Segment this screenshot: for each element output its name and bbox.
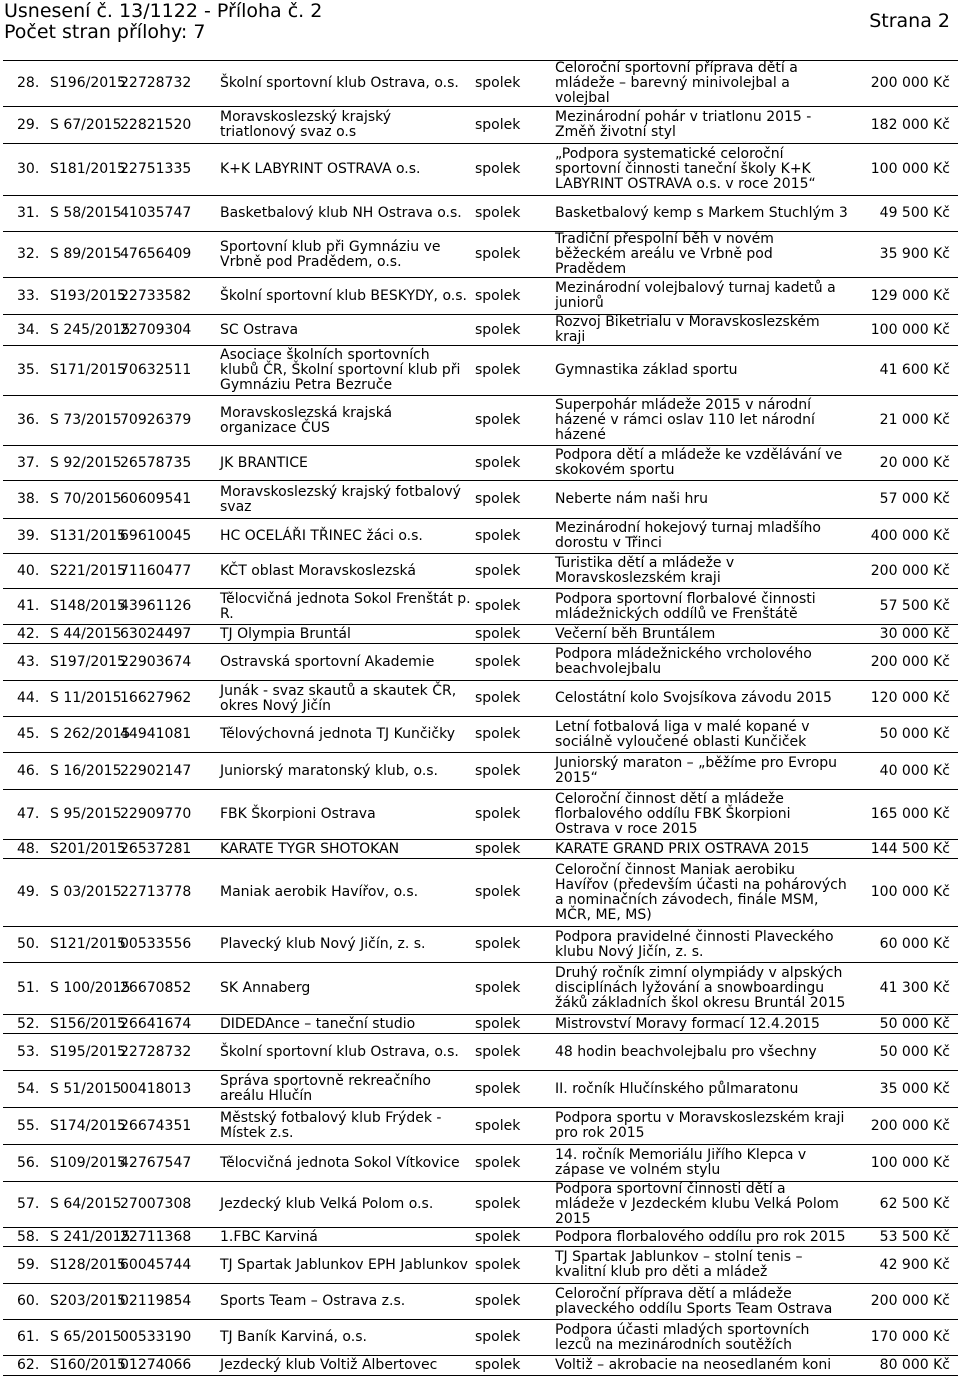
reference-number: S 245/2015 [50,321,131,338]
row-number: 62. [17,1357,40,1373]
registration-id: 00533556 [120,936,192,952]
applicant-name: Sportovní klub při Gymnáziu ve Vrbně pod Pradědem, o.s. [220,238,441,270]
table-row [3,1108,958,1145]
applicant-name: Asociace školních sportovních klubů ČR, Školní sportovní klub při Gymnáziu Petra Bezruče [220,347,461,393]
applicant-name: 1.FBC Karviná [220,1228,318,1245]
legal-form: spolek [475,1043,521,1060]
row-number: 32. [17,246,40,262]
grant-amount: 35 900 Kč [879,246,950,262]
reference-number: S 67/2015 [50,116,122,133]
row-number: 31. [17,205,40,221]
legal-form: spolek [475,161,521,177]
grant-amount: 21 000 Kč [879,412,950,428]
reference-number: S196/2015 [50,75,126,91]
grant-purpose: Turistika dětí a mládeže v Moravskoslezském kraji [555,555,735,586]
registration-id: 27007308 [120,1196,192,1212]
table-row [3,1356,958,1376]
registration-id: 43961126 [120,598,192,614]
applicant-name: Moravskoslezský krajský triatlonový svaz o.s [220,109,392,140]
grant-purpose: Podpora sportovní florbalové činnosti mládežnických oddílů ve Frenštátě [555,590,816,622]
legal-form: spolek [475,653,521,670]
legal-form: spolek [475,1080,521,1097]
legal-form: spolek [475,1015,521,1032]
reference-number: S 44/2015 [50,625,122,642]
grant-purpose: Podpora florbalového oddílu pro rok 2015 [555,1228,846,1245]
applicant-name: Jezdecký klub Voltiž Albertovec [220,1357,438,1373]
registration-id: 16627962 [120,690,192,706]
row-number: 41. [17,598,40,614]
registration-id: 26674351 [120,1117,192,1134]
registration-id: 60609541 [120,491,192,507]
applicant-name: Tělocvičná jednota Sokol Vítkovice [220,1154,460,1171]
row-number: 51. [17,980,40,996]
legal-form: spolek [475,362,521,378]
grant-amount: 41 600 Kč [879,362,950,378]
table-row [3,346,958,396]
registration-id: 60045744 [120,1256,192,1273]
table-row [3,1247,958,1284]
table-row [3,61,958,107]
reference-number: S 51/2015 [50,1080,122,1097]
table-row [3,1228,958,1247]
table-row [3,681,958,717]
registration-id: 22728732 [120,75,192,91]
applicant-name: Školní sportovní klub BESKYDY, o.s. [220,287,467,304]
row-number: 43. [17,653,40,670]
table-row [3,107,958,144]
registration-id: 42767547 [120,1154,192,1171]
row-number: 56. [17,1154,40,1171]
row-number: 58. [17,1228,40,1245]
applicant-name: Školní sportovní klub Ostrava, o.s. [220,75,459,91]
table-row [3,859,958,927]
registration-id: 70926379 [120,412,192,428]
registration-id: 70632511 [120,362,192,378]
grant-purpose: KARATE GRAND PRIX OSTRAVA 2015 [555,840,810,857]
grant-amount: 60 000 Kč [879,936,950,952]
applicant-name: JK BRANTICE [220,454,308,471]
table-row [3,1320,958,1356]
registration-id: 22902147 [120,762,192,779]
reference-number: S131/2015 [50,527,126,544]
legal-form: spolek [475,287,521,304]
applicant-name: Správa sportovně rekreačního areálu Hlučín [220,1073,431,1104]
reference-number: S 16/2015 [50,762,122,779]
reference-number: S160/2015 [50,1357,126,1373]
row-number: 49. [17,884,40,900]
registration-id: 26578735 [120,454,192,471]
registration-id: 22711368 [120,1228,192,1245]
row-number: 50. [17,936,40,952]
table-row [3,1182,958,1228]
legal-form: spolek [475,762,521,779]
registration-id: 26537281 [120,840,192,857]
reference-number: S 241/2015 [50,1228,131,1245]
reference-number: S 95/2015 [50,806,122,822]
grant-purpose: Druhý ročník zimní olympiády v alpských disciplínách lyžování a snowboardingu žáků základních škol okresu Bruntál 2015 [555,965,846,1011]
table-row [3,927,958,963]
table-row [3,644,958,681]
reference-number: S 58/2015 [50,205,122,221]
table-row [3,232,958,278]
reference-number: S203/2015 [50,1293,126,1309]
grant-amount: 400 000 Kč [870,527,950,544]
row-number: 29. [17,116,40,133]
grant-amount: 35 000 Kč [879,1080,950,1097]
table-row [3,963,958,1015]
grant-amount: 41 300 Kč [879,980,950,996]
registration-id: 02119854 [120,1293,192,1309]
registration-id: 63024497 [120,625,192,642]
reference-number: S 64/2015 [50,1196,122,1212]
applicant-name: Basketbalový klub NH Ostrava o.s. [220,205,462,221]
applicant-name: TJ Spartak Jablunkov EPH Jablunkov [220,1256,468,1273]
reference-number: S171/2015 [50,362,126,378]
table-row [3,315,958,346]
applicant-name: Městský fotbalový klub Frýdek - Místek z.s. [220,1110,442,1141]
legal-form: spolek [475,936,521,952]
table-row [3,1071,958,1108]
grant-purpose: Mezinárodní volejbalový turnaj kadetů a juniorů [555,280,836,311]
applicant-name: Školní sportovní klub Ostrava, o.s. [220,1043,459,1060]
row-number: 44. [17,690,40,706]
reference-number: S128/2015 [50,1256,126,1273]
legal-form: spolek [475,562,521,579]
reference-number: S 262/2015 [50,726,131,742]
grant-amount: 50 000 Kč [879,1043,950,1060]
legal-form: spolek [475,726,521,742]
row-number: 48. [17,840,40,857]
legal-form: spolek [475,598,521,614]
legal-form: spolek [475,321,521,338]
grant-amount: 120 000 Kč [870,690,950,706]
legal-form: spolek [475,1154,521,1171]
grant-purpose: Letní fotbalová liga v malé kopané v sociálně vyloučené oblasti Kunčiček [555,718,810,750]
row-number: 33. [17,287,40,304]
legal-form: spolek [475,806,521,822]
reference-number: S 65/2015 [50,1329,122,1345]
legal-form: spolek [475,205,521,221]
legal-form: spolek [475,246,521,262]
reference-number: S156/2015 [50,1015,126,1032]
legal-form: spolek [475,1196,521,1212]
applicant-name: TJ Baník Karviná, o.s. [220,1329,367,1345]
applicant-name: SC Ostrava [220,321,299,338]
row-number: 60. [17,1293,40,1309]
registration-id: 01274066 [120,1357,192,1373]
reference-number: S 03/2015 [50,884,122,900]
registration-id: 47656409 [120,246,192,262]
applicant-name: Moravskoslezský krajský fotbalový svaz [220,483,461,515]
grant-purpose: Podpora sportu v Moravskoslezském kraji pro rok 2015 [555,1110,845,1141]
applicant-name: Jezdecký klub Velká Polom o.s. [220,1196,434,1212]
applicant-name: KARATE TYGR SHOTOKAN [220,840,400,857]
grant-purpose: II. ročník Hlučínského půlmaratonu [555,1080,799,1097]
table-row [3,1145,958,1182]
grant-amount: 100 000 Kč [870,321,950,338]
row-number: 35. [17,362,40,378]
applicant-name: Juniorský maratonský klub, o.s. [220,762,439,779]
legal-form: spolek [475,980,521,996]
applicant-name: TJ Olympia Bruntál [220,625,351,642]
grant-purpose: Rozvoj Biketrialu v Moravskoslezském kraji [555,314,820,345]
legal-form: spolek [475,625,521,642]
grant-amount: 170 000 Kč [870,1329,950,1345]
row-number: 54. [17,1080,40,1097]
grant-purpose: „Podpora systematické celoroční sportovní činnosti taneční školy K+K LABYRINT OSTRAVA o.s. v roce 2015“ [555,146,816,192]
registration-id: 71160477 [120,562,192,579]
row-number: 55. [17,1117,40,1134]
legal-form: spolek [475,412,521,428]
table-row [3,1015,958,1034]
grant-amount: 100 000 Kč [870,161,950,177]
reference-number: S195/2015 [50,1043,126,1060]
grant-amount: 200 000 Kč [870,1293,950,1309]
legal-form: spolek [475,1117,521,1134]
table-row [3,753,958,790]
registration-id: 41035747 [120,205,192,221]
grant-purpose: Celoroční sportovní příprava dětí a mládeže – barevný minivolejbal a volejbal [555,60,798,106]
legal-form: spolek [475,116,521,133]
grant-amount: 200 000 Kč [870,562,950,579]
grant-purpose: Celoroční činnost dětí a mládeže florbalového oddílu FBK Škorpioni Ostrava v roce 2015 [555,791,791,837]
grant-amount: 100 000 Kč [870,884,950,900]
registration-id: 22728732 [120,1043,192,1060]
legal-form: spolek [475,491,521,507]
grant-amount: 42 900 Kč [879,1256,950,1273]
registration-id: 22821520 [120,116,192,133]
row-number: 53. [17,1043,40,1060]
reference-number: S109/2015 [50,1154,126,1171]
row-number: 38. [17,491,40,507]
registration-id: 22709304 [120,321,192,338]
grant-amount: 200 000 Kč [870,1117,950,1134]
grant-purpose: Mistrovství Moravy formací 12.4.2015 [555,1015,820,1032]
applicant-name: Ostravská sportovní Akademie [220,653,435,670]
grant-purpose: Podpora sportovní činnosti dětí a mládeže v Jezdeckém klubu Velká Polom 2015 [555,1181,839,1227]
legal-form: spolek [475,1329,521,1345]
reference-number: S221/2015 [50,562,126,579]
applicant-name: Maniak aerobik Havířov, o.s. [220,884,419,900]
reference-number: S 11/2015 [50,690,122,706]
grant-purpose: Podpora dětí a mládeže ke vzdělávání ve skokovém sportu [555,447,843,478]
grant-purpose: 14. ročník Memoriálu Jiřího Klepca v zápase ve volném stylu [555,1147,807,1178]
row-number: 59. [17,1256,40,1273]
legal-form: spolek [475,527,521,544]
row-number: 45. [17,726,40,742]
registration-id: 22903674 [120,653,192,670]
table-row [3,396,958,446]
row-number: 42. [17,625,40,642]
grant-amount: 100 000 Kč [870,1154,950,1171]
grant-amount: 57 000 Kč [879,491,950,507]
grant-amount: 20 000 Kč [879,454,950,471]
reference-number: S148/2015 [50,598,126,614]
reference-number: S193/2015 [50,287,126,304]
row-number: 57. [17,1196,40,1212]
table-row [3,1284,958,1320]
table-row [3,278,958,315]
legal-form: spolek [475,1357,521,1373]
legal-form: spolek [475,884,521,900]
row-number: 37. [17,454,40,471]
registration-id: 00418013 [120,1080,192,1097]
grant-purpose: TJ Spartak Jablunkov – stolní tenis – kvalitní klub pro děti a mládež [555,1249,803,1280]
registration-id: 44941081 [120,726,192,742]
row-number: 46. [17,762,40,779]
legal-form: spolek [475,1256,521,1273]
table-row [3,840,958,859]
grant-amount: 53 500 Kč [879,1228,950,1245]
grant-purpose: Basketbalový kemp s Markem Stuchlým 3 [555,205,848,221]
grant-amount: 182 000 Kč [870,116,950,133]
table-row [3,1034,958,1071]
grant-purpose: Voltiž – akrobacie na neosedlaném koni [555,1357,832,1373]
grant-amount: 49 500 Kč [879,205,950,221]
grant-purpose: 48 hodin beachvolejbalu pro všechny [555,1043,817,1060]
grant-purpose: Podpora mládežnického vrcholového beachvolejbalu [555,646,812,677]
applicant-name: K+K LABYRINT OSTRAVA o.s. [220,161,421,177]
grant-purpose: Mezinárodní pohár v triatlonu 2015 - Změň životní styl [555,109,812,140]
registration-id: 26641674 [120,1015,192,1032]
grant-purpose: Celoroční příprava dětí a mládeže plaveckého oddílu Sports Team Ostrava [555,1285,833,1317]
reference-number: S 70/2015 [50,491,122,507]
resolution-title: Usnesení č. 13/1122 - Příloha č. 2 [4,0,323,22]
grant-purpose: Gymnastika základ sportu [555,362,738,378]
legal-form: spolek [475,1293,521,1309]
table-row [3,589,958,625]
registration-id: 00533190 [120,1329,192,1345]
grant-amount: 80 000 Kč [879,1357,950,1373]
reference-number: S 89/2015 [50,246,122,262]
legal-form: spolek [475,1228,521,1245]
page-count: Počet stran přílohy: 7 [4,21,206,43]
applicant-name: SK Annaberg [220,980,311,996]
grant-amount: 165 000 Kč [870,806,950,822]
grant-purpose: Večerní běh Bruntálem [555,625,716,642]
reference-number: S181/2015 [50,161,126,177]
row-number: 52. [17,1015,40,1032]
grant-amount: 40 000 Kč [879,762,950,779]
grant-amount: 200 000 Kč [870,75,950,91]
grant-amount: 62 500 Kč [879,1196,950,1212]
legal-form: spolek [475,75,521,91]
table-row [3,446,958,481]
reference-number: S 100/2015 [50,980,131,996]
applicant-name: Sports Team – Ostrava z.s. [220,1293,406,1309]
reference-number: S 92/2015 [50,454,122,471]
table-row [3,625,958,644]
reference-number: S174/2015 [50,1117,126,1134]
applicant-name: Plavecký klub Nový Jičín, z. s. [220,936,426,952]
applicant-name: Moravskoslezská krajská organizace ČUS [220,404,393,436]
applicant-name: DIDEDAnce – taneční studio [220,1015,416,1032]
table-row [3,144,958,196]
grant-amount: 144 500 Kč [870,840,950,857]
registration-id: 22713778 [120,884,192,900]
row-number: 61. [17,1329,40,1345]
grant-purpose: Mezinárodní hokejový turnaj mladšího dorostu v Třinci [555,520,821,551]
grant-amount: 50 000 Kč [879,1015,950,1032]
registration-id: 69610045 [120,527,192,544]
grant-amount: 200 000 Kč [870,653,950,670]
table-row [3,790,958,840]
grant-amount: 30 000 Kč [879,625,950,642]
table-row [3,519,958,554]
registration-id: 22733582 [120,287,192,304]
table-row [3,554,958,589]
applicant-name: Tělovýchovná jednota TJ Kunčičky [220,726,456,742]
applicant-name: KČT oblast Moravskoslezská [220,562,416,579]
legal-form: spolek [475,690,521,706]
grant-purpose: Celostátní kolo Svojsíkova závodu 2015 [555,690,832,706]
row-number: 39. [17,527,40,544]
reference-number: S197/2015 [50,653,126,670]
grant-purpose: Celoroční činnost Maniak aerobiku Havířov (především účasti na pohárových a nominačních závodech, finále MSM, MČR, ME, MS) [555,861,847,923]
grant-purpose: Podpora pravidelné činnosti Plaveckého klubu Nový Jičín, z. s. [555,928,834,960]
grant-amount: 57 500 Kč [879,598,950,614]
applicant-name: Junák - svaz skautů a skautek ČR, okres Nový Jičín [220,682,457,714]
applicant-name: FBK Škorpioni Ostrava [220,806,376,822]
registration-id: 26670852 [120,980,192,996]
page-header [0,0,960,50]
page-number: Strana 2 [869,10,950,32]
legal-form: spolek [475,454,521,471]
registration-id: 22751335 [120,161,192,177]
applicant-name: HC OCELÁŘI TŘINEC žáci o.s. [220,527,423,544]
row-number: 36. [17,412,40,428]
grant-purpose: Podpora účasti mladých sportovních lezců na mezinárodních soutěžích [555,1321,810,1353]
grant-purpose: Juniorský maraton – „běžíme pro Evropu 2015“ [555,755,838,786]
row-number: 28. [17,75,40,91]
reference-number: S121/2015 [50,936,126,952]
row-number: 47. [17,806,40,822]
table-row [3,717,958,753]
grant-amount: 50 000 Kč [879,726,950,742]
reference-number: S201/2015 [50,840,126,857]
row-number: 34. [17,321,40,338]
grant-purpose: Tradiční přespolní běh v novém běžeckém areálu ve Vrbně pod Pradědem [555,231,774,277]
grants-table [3,60,958,1376]
row-number: 30. [17,161,40,177]
grant-purpose: Neberte nám naši hru [555,491,709,507]
grant-amount: 129 000 Kč [870,287,950,304]
grant-purpose: Superpohár mládeže 2015 v národní házené v rámci oslav 110 let národní házené [555,397,815,443]
reference-number: S 73/2015 [50,412,122,428]
table-row [3,196,958,232]
legal-form: spolek [475,840,521,857]
table-row [3,481,958,519]
registration-id: 22909770 [120,806,192,822]
applicant-name: Tělocvičná jednota Sokol Frenštát p. R. [220,590,471,622]
row-number: 40. [17,562,40,579]
